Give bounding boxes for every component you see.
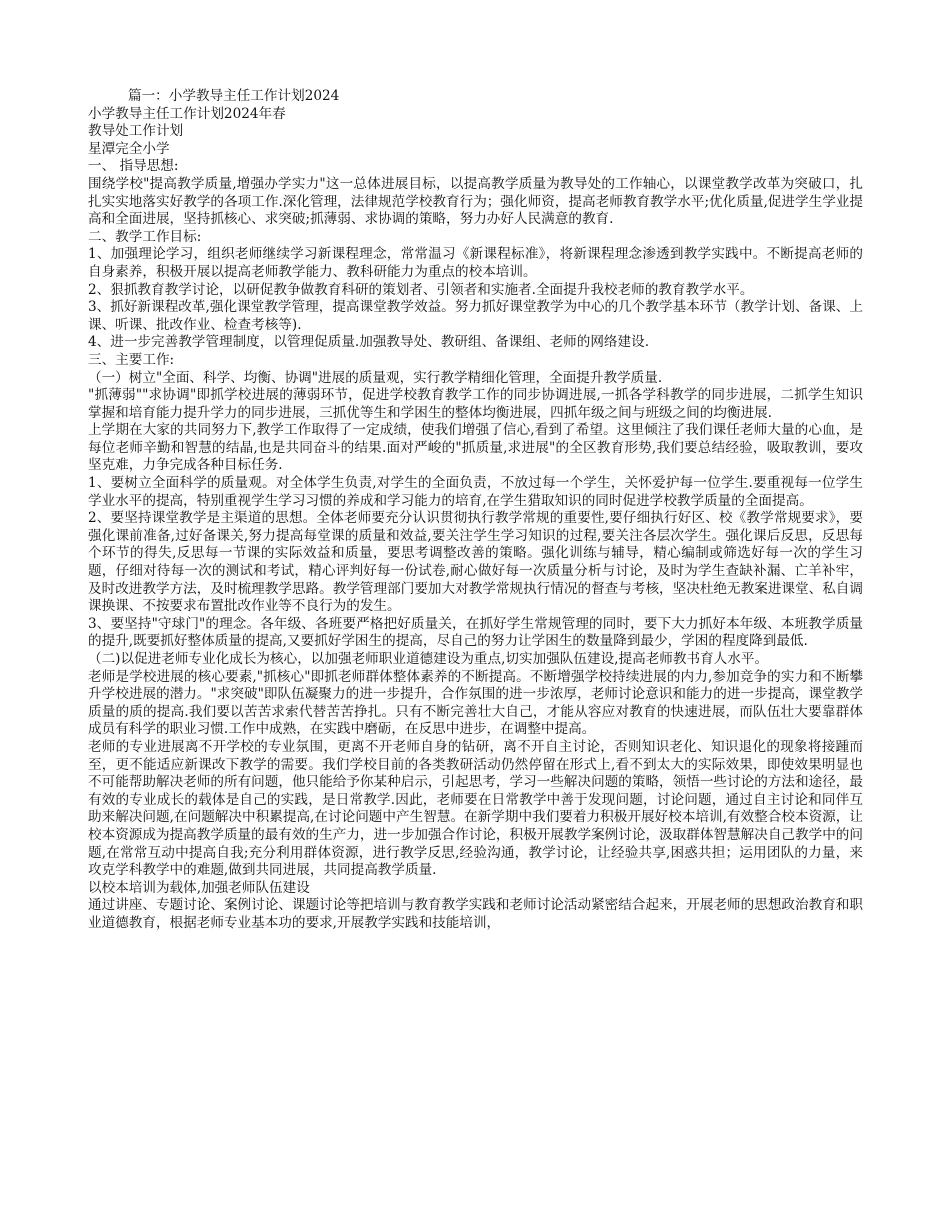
work-list-item: 2、要坚持课堂教学是主渠道的思想。全体老师要充分认识贯彻执行教学常规的重要性,要仔细执行好区、校《教学常规要求》，要强化课前准备,过好备课关,努力提高每堂课的质量和效益,要关注学生学习知识的过程,要关注各层次学生。强化课后反思，反思每个环节的得失,反思每一节课的实际效益和质量，要思考调整改善的策略。强化训练与辅导，精心编制或筛选好每一次的学生习题，仔细对待每一次的测试和考试，精心评判好每一份试卷,耐心做好每一次质量分析与讨论，及时为学生查缺补漏、亡羊补牢，及时改进教学方法，及时梳理教学思路。教学管理部门要加大对教学常规执行情况的督查与考核，坚决杜绝无教案进课堂、私自调课换课、不按要求布置批改作业等不良行为的发生。 (88, 510, 863, 615)
work-list-item: 3、要坚持"守球门"的理念。各年级、各班要严格把好质量关，在抓好学生常规管理的同时，要下大力抓好本年级、本班教学质量的提升,既要抓好整体质量的提高,又要抓好学困生的提高，尽自己的努力让学困生的数量降到最少，学困的程度降到最低. (88, 615, 863, 650)
work-subheading: （二)以促进老师专业化成长为核心，以加强老师职业道德建设为重点,切实加强队伍建设,提高老师教书育人水平。 (88, 651, 769, 667)
work-list-item: 1、要树立全面科学的质量观。对全体学生负责,对学生的全面负责，不放过每一个学生，关怀爱护每一位学生.要重视每一位学生学业水平的提高，特别重视学生学习习惯的养成和学习能力的培育,在学生猎取知识的同时促进学校教学质量的全面提高。 (88, 475, 863, 509)
document-subtitle: 小学教导主任工作计划2024年春 (88, 105, 286, 122)
work-paragraph: 上学期在大家的共同努力下,教学工作取得了一定成绩，使我们增强了信心,看到了希望。这里倾注了我们课任老师大量的心血，是每位老师辛勤和智慧的结晶,也是共同奋斗的结果.面对严峻的"抓质量,求进展"的全区教育形势,我们要总结经验，吸取教训，要攻坚克难，力争完成各种目标任务. (88, 422, 863, 474)
work-paragraph: "抓薄弱""求协调"即抓学校进展的薄弱环节，促进学校教育教学工作的同步协调进展,一抓各学科教学的同步进展，二抓学生知识掌握和培育能力提升学力的同步进展，三抓优等生和学困生的整体均衡进展，四抓年级之间与班级之间的均衡进展. (88, 387, 863, 421)
work-paragraph: 老师的专业进展离不开学校的专业氛围，更离不开老师自身的钻研，离不开自主讨论，否则知识老化、知识退化的现象将接踵而至，更不能适应新课改下教学的需要。我们学校目前的各类教研活动仍然停留在形式上,看不到太大的实际效果，即使效果明显也不可能帮助解决老师的所有问题，他只能给予你某种启示，引起思考，学习一些解决问题的策略，领悟一些讨论的方法和途径，最有效的专业成长的载体是自己的实践，是日常教学.因此，老师要在日常教学中善于发现问题，讨论问题，通过自主讨论和同伴互助来解决问题,在问题解决中积累提高,在讨论问题中产生智慧。在新学期中我们要着力积极开展好校本培训,有效整合校本资源，让校本资源成为提高教学质量的最有效的生产力，进一步加强合作讨论，积极开展教学案例讨论，汲取群体智慧解决自己教学中的问题,在常常互动中提高自我;充分利用群体资源，进行教学反思,经验沟通，教学讨论，让经验共享,困惑共担；运用团队的力量，来攻克学科教学中的难题,做到共同进展，共同提高教学质量. (88, 738, 863, 879)
document-title: 篇一：小学教导主任工作计划2024 (128, 88, 340, 104)
goal-item: 3、抓好新课程改革,强化课堂教学管理，提高课堂教学效益。努力抓好课堂教学为中心的几个教学基本环节（教学计划、备课、上课、听课、批改作业、检查考核等). (88, 299, 863, 333)
work-subheading: （一）树立"全面、科学、均衡、协调"进展的质量观，实行教学精细化管理，全面提升教学质量. (88, 369, 663, 386)
work-subheading-training: 以校本培训为载体,加强老师队伍建设 (88, 879, 310, 896)
section-heading-guiding-thought: 一、 指导思想: (88, 158, 179, 175)
office-heading: 教导处工作计划 (88, 123, 184, 140)
document-page (88, 88, 863, 933)
guiding-thought-paragraph: 围绕学校"提高教学质量,增强办学实力"这一总体进展目标，以提高教学质量为教导处的工作轴心，以课堂教学改革为突破口，扎扎实实地落实好教学的各项工作.深化管理，法律规范学校教育行为；强化师资，提高老师教育教学水平;优化质量,促进学生学业提高和全面进展，坚持抓核心、求突破;抓薄弱、求协调的策略，努力办好人民满意的教育. (88, 175, 863, 228)
work-paragraph: 通过讲座、专题讨论、案例讨论、课题讨论等把培训与教育教学实践和老师讨论活动紧密结合起来，开展老师的思想政治教育和职业道德教育，根据老师专业基本功的要求,开展教学实践和技能培训， (88, 897, 863, 931)
goal-item: 4、进一步完善教学管理制度，以管理促质量.加强教导处、教研组、备课组、老师的网络建设. (88, 334, 650, 351)
goal-item: 2、狠抓教育教学讨论，以研促教争做教育科研的策划者、引领者和实施者.全面提升我校老师的教育教学水平。 (88, 281, 754, 298)
school-name: 星潭完全小学 (88, 140, 170, 157)
work-paragraph: 老师是学校进展的核心要素,"抓核心"即抓老师群体整体素养的不断提高。不断增强学校持续进展的内力,参加竞争的实力和不断攀升学校进展的潜力。"求突破"即队伍凝聚力的进一步提升，合作氛围的进一步浓厚，老师讨论意识和能力的进一步提高，课堂教学质量的质的提高.我们要以苦苦求索代替苦苦挣扎。只有不断完善壮大自己，才能从容应对教育的快速进展，而队伍壮大要靠群体成员有科学的职业习惯.工作中成熟，在实践中磨砺，在反思中进步，在调整中提高。 (88, 668, 863, 738)
section-heading-main-work: 三、主要工作: (88, 351, 175, 368)
section-heading-goals: 二、教学工作目标: (88, 228, 202, 245)
goal-item: 1、加强理论学习，组织老师继续学习新课程理念，常常温习《新课程标准》，将新课程理念渗透到教学实践中。不断提高老师的自身素养，积极开展以提高老师教学能力、教科研能力为重点的校本培训。 (88, 246, 863, 280)
